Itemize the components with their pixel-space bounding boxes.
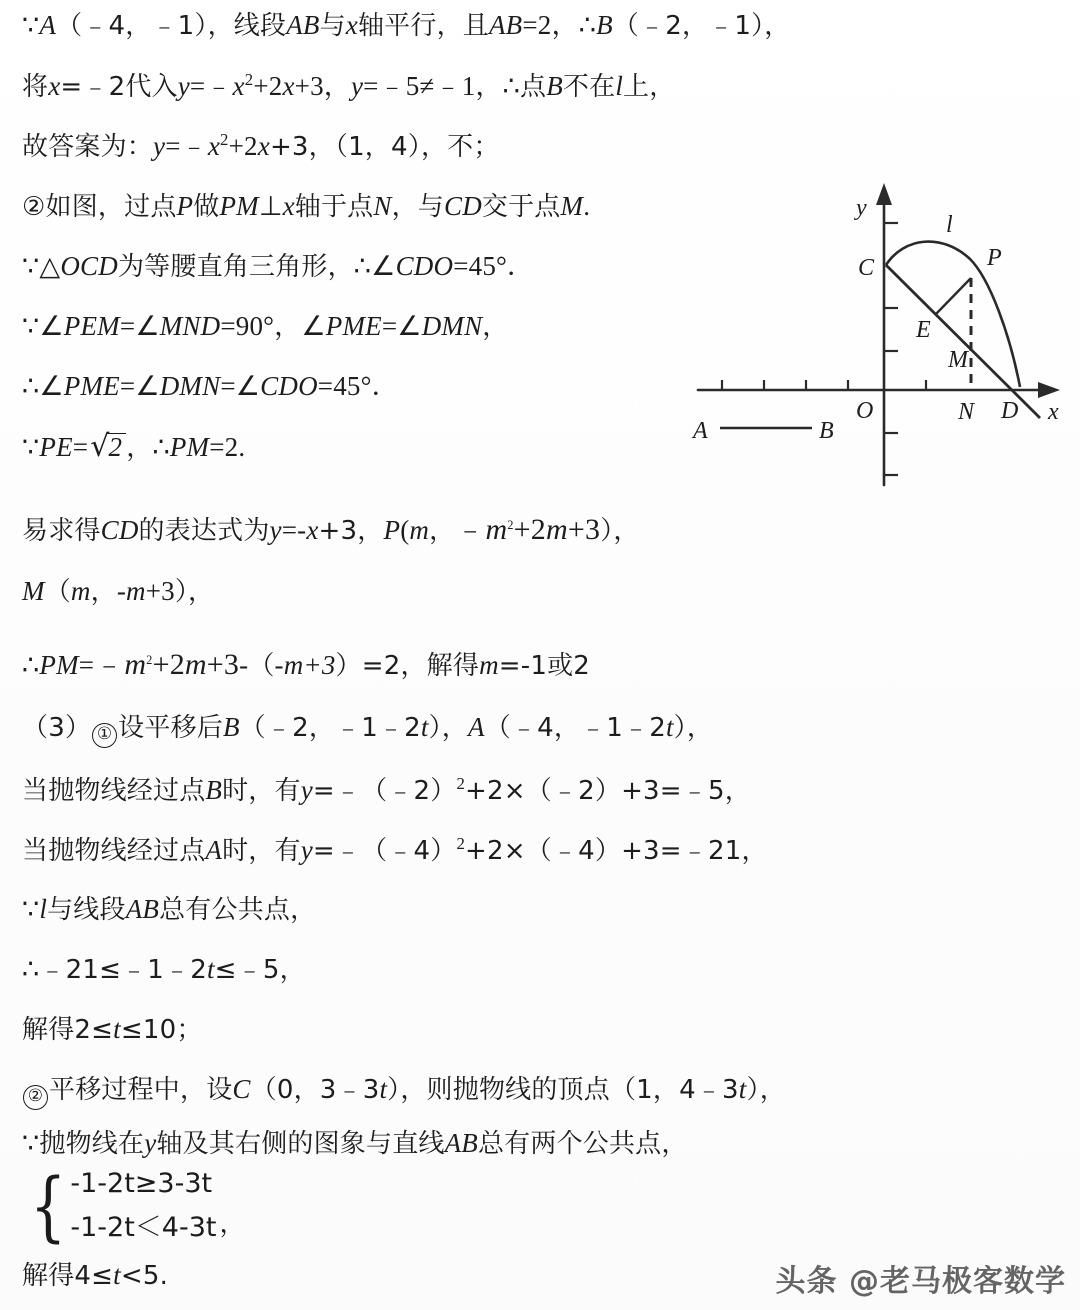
solution-line-17	[22, 1016, 203, 1043]
point-b-label: B	[596, 10, 613, 40]
solution-line-21	[22, 1262, 168, 1289]
triangle-ocd-label: OCD	[60, 251, 118, 281]
angle-symbol-4: ∠	[301, 311, 326, 342]
x-var-6: x	[257, 131, 270, 161]
watermark: 头条 @老马极客数学	[775, 1264, 1066, 1299]
solution-line-12	[22, 714, 713, 748]
point-b-label-4: B	[205, 775, 223, 805]
m-var-4: m	[70, 576, 91, 606]
angle-symbol-3: ∠	[135, 311, 160, 342]
line10-comma: ，	[90, 577, 117, 607]
line9-comma: ，	[429, 516, 456, 546]
line4-period: .	[583, 191, 591, 221]
line-l-label-2: l	[39, 894, 48, 924]
point-n-label: N	[373, 191, 392, 221]
x-axis-label: x	[1048, 399, 1059, 425]
because-symbol-7: ∵	[22, 1128, 40, 1159]
solution-line-6	[22, 313, 509, 340]
solution-line-11	[22, 650, 590, 680]
therefore-symbol-4: ∴	[22, 371, 40, 402]
line14-expr-a: =﹣（﹣4）	[312, 836, 457, 866]
angle-symbol-2: ∠	[39, 311, 64, 342]
y-var-3: y	[153, 131, 166, 161]
segment-cd-label-2: CD	[100, 515, 139, 545]
therefore-symbol: ∴	[578, 10, 597, 41]
point-b-label-3: B	[222, 712, 240, 742]
line4-text-a: 如图，过点	[45, 192, 177, 222]
point-m-label-2: M	[22, 576, 45, 606]
solution-line-15	[22, 896, 316, 923]
angle-pme-label: PME	[325, 311, 382, 341]
angle-symbol: ∠	[371, 251, 396, 282]
point-label-N: N	[958, 399, 975, 425]
system-trailing-comma: ，	[219, 1209, 246, 1239]
left-brace: {	[30, 1161, 67, 1250]
therefore-symbol-5: ∴	[152, 432, 170, 463]
exponent-2-d: 2	[146, 653, 153, 667]
line12-b-coords: （﹣2，﹣1﹣2	[239, 713, 421, 743]
y-var-5: y	[300, 775, 313, 805]
circled-number-1: ①	[92, 723, 117, 748]
line2-eq-c: +3，	[294, 71, 351, 101]
eq-sign-4: =	[220, 371, 236, 401]
solution-line-14	[22, 836, 768, 864]
line11-solution: =-1或2	[498, 651, 591, 681]
circled-number-2b: ②	[23, 1085, 48, 1110]
line18-text-a: 平移过程中，设	[49, 1075, 233, 1105]
point-a-label-2: A	[468, 712, 485, 742]
t-var-4: t	[113, 1014, 121, 1044]
segment-ab-label: AB	[286, 10, 320, 40]
point-label-P: P	[987, 245, 1002, 271]
line9-neg: ﹣	[455, 513, 486, 546]
line2-eq-a: =﹣	[189, 71, 233, 101]
solution-line-16	[22, 956, 306, 983]
m-var-1: m	[409, 515, 430, 545]
m-var-6: m	[184, 648, 207, 681]
line9-text-b: 的表达式为	[138, 516, 270, 546]
segment-pe	[935, 278, 971, 315]
angle-mnd-label: MND	[159, 311, 221, 341]
line12-text-a: 设平移后	[118, 713, 223, 743]
y-var-2: y	[350, 71, 364, 101]
point-label-D: D	[1001, 398, 1019, 424]
line14-text-b: 时，有	[222, 836, 301, 866]
angle-symbol-6: ∠	[39, 371, 64, 402]
coordinate-diagram	[690, 175, 1080, 505]
line9-eq: =-	[281, 515, 307, 545]
therefore-symbol-7: ∴	[22, 954, 40, 985]
x-axis-arrow	[1038, 382, 1060, 398]
line18-coords-c: ），	[746, 1075, 786, 1105]
square-root-expression	[88, 429, 126, 464]
line21-text-b: <5.	[120, 1261, 169, 1291]
line-l-label: l	[615, 71, 624, 101]
line11-minus: -	[239, 650, 249, 680]
solution-line-4	[22, 193, 590, 220]
exponent-2: 2	[244, 70, 254, 89]
line10-plus3: +3	[145, 576, 175, 606]
eq-sign-1: =	[119, 311, 136, 341]
line11-eq2: =2，解得	[361, 651, 480, 681]
radical-sign: √	[90, 429, 110, 464]
segment-ab-label-4: AB	[444, 1128, 478, 1158]
circled-number-2: ②	[22, 192, 46, 222]
point-b-label-2: B	[546, 71, 563, 101]
line11-close-paren: ）	[335, 651, 362, 681]
m-var-7: m	[479, 650, 499, 680]
m-var-3: m	[545, 513, 568, 546]
angle-pme-label-2: PME	[63, 371, 120, 401]
line9-close-paren: ），	[600, 516, 640, 546]
line2-text-d: 不在	[562, 72, 616, 102]
line13-expr-a: =﹣（﹣2）	[312, 776, 457, 806]
solution-line-10	[22, 578, 214, 605]
angle-dmn-label: DMN	[421, 311, 483, 341]
segment-pe-label: PE	[39, 432, 73, 462]
point-p-label: P	[176, 191, 194, 221]
angle-pem-label: PEM	[63, 311, 120, 341]
line9-expr-rest: +2	[513, 513, 546, 546]
line17-text-a: 解得2≤	[22, 1015, 114, 1045]
line19-text-a: 抛物线在	[39, 1129, 145, 1159]
x-var-5: x	[207, 131, 221, 161]
t-var-7: t	[113, 1260, 121, 1290]
line2-text-a: 将	[22, 72, 49, 102]
y-var-7: y	[144, 1128, 157, 1158]
m-var-5: m	[124, 648, 147, 681]
line13-text-a: 当抛物线经过点	[22, 776, 206, 806]
t-var-2: t	[665, 712, 674, 742]
angle-symbol-5: ∠	[397, 311, 422, 342]
point-a-label: A	[39, 10, 57, 40]
line3-text-a: 故答案为：	[22, 132, 154, 162]
line1-text-d: （﹣2，﹣1），	[612, 11, 791, 41]
line6-comma: ，	[482, 312, 509, 342]
diagram-svg	[690, 175, 1080, 505]
segment-ab-label-3: AB	[125, 894, 160, 924]
t-var-1: t	[420, 712, 429, 742]
angle-symbol-8: ∠	[235, 371, 261, 402]
y-var: y	[177, 71, 190, 101]
t-var-6: t	[738, 1074, 747, 1104]
x-var-7: x	[282, 191, 295, 221]
line11-neg: ﹣	[94, 648, 125, 681]
line1-text-b: 与	[319, 11, 346, 41]
inequality-row-1: -1-2t≥3-3t	[70, 1168, 213, 1199]
line19-text-b: 轴及其右侧的图象与直线	[156, 1129, 445, 1159]
line8-comma: ，	[126, 433, 153, 463]
point-label-A: A	[693, 418, 708, 444]
inequality-row-2: -1-2t＜4-3t	[70, 1212, 217, 1243]
x-var-8: x	[306, 515, 319, 545]
angle-cdo-label-2: CDO	[260, 371, 318, 401]
line2-text-c: 点	[520, 72, 547, 102]
therefore-symbol-6: ∴	[22, 650, 40, 681]
line5-text-a: 为等腰直角三角形，	[117, 252, 354, 282]
inequality-system	[24, 1161, 246, 1250]
line11-rest: +2	[152, 648, 185, 681]
line3-eq-a: =﹣	[165, 131, 208, 161]
line12-a-close: ），	[673, 713, 714, 743]
line-cd	[886, 265, 1040, 418]
line4-text-e: 交于点	[481, 192, 561, 222]
x-axis-ticks	[722, 380, 926, 390]
x-var: x	[345, 10, 358, 40]
eq-sign-5: =	[72, 432, 89, 462]
x-var-3: x	[232, 71, 245, 101]
line9-open-paren: (	[400, 515, 410, 545]
line4-text-c: 轴于点	[294, 192, 374, 222]
line18-coords-b: ），则抛物线的顶点（1，4﹣3	[387, 1075, 739, 1105]
line11-inner-expr: -m+3	[274, 650, 336, 680]
eq-sign-3: =	[119, 371, 136, 401]
exponent-2-e: 2	[456, 774, 466, 793]
y-axis-arrow	[876, 183, 892, 205]
line15-text-a: 与线段	[47, 895, 126, 925]
exponent-2-c: 2	[507, 518, 514, 532]
segment-cd-label: CD	[443, 191, 482, 221]
therefore-symbol-3: ∴	[353, 251, 372, 282]
therefore-symbol-2: ∴	[502, 71, 520, 102]
y-var-4: y	[269, 515, 282, 545]
exponent-2-f: 2	[456, 834, 466, 853]
line1-text-a: （﹣4，﹣1），线段	[56, 11, 287, 41]
t-var-3: t	[206, 954, 215, 984]
line1-eq: =2，	[522, 10, 579, 40]
solution-line-1	[22, 12, 790, 39]
y-axis-label: y	[856, 195, 867, 221]
line14-text-a: 当抛物线经过点	[22, 836, 206, 866]
point-label-C: C	[858, 255, 875, 281]
line2-text-e: 上，	[623, 72, 676, 102]
solution-line-5	[22, 253, 534, 280]
line5-val: =45°．	[453, 251, 535, 281]
curve-label-l: l	[946, 212, 953, 238]
line3-eq-c: +3，（1，4），不；	[269, 132, 500, 162]
exponent-2-b: 2	[220, 130, 229, 149]
line2-val: =﹣5≠﹣1，	[363, 71, 503, 101]
t-var-5: t	[379, 1074, 388, 1104]
line3-eq-b: +2	[228, 131, 258, 161]
line10-close-paren: ），	[174, 577, 215, 607]
origin-label: O	[856, 398, 874, 424]
angle-symbol-7: ∠	[135, 371, 160, 402]
line21-text-a: 解得4≤	[22, 1261, 114, 1291]
line19-text-c: 总有两个公共点，	[477, 1129, 688, 1159]
eq-sign-2: =	[381, 311, 398, 341]
angle-dmn-label-2: DMN	[159, 371, 221, 401]
inequality-rows	[70, 1168, 216, 1244]
line7-val: =45°．	[317, 371, 399, 401]
line10-expr: -m	[116, 576, 146, 606]
solution-line-19	[22, 1130, 688, 1157]
line8-val: =2.	[209, 432, 246, 462]
because-symbol: ∵	[22, 10, 40, 41]
because-symbol-6: ∵	[22, 894, 40, 925]
because-symbol-4: ∵	[22, 311, 40, 342]
line9-expr-end: +3	[567, 513, 601, 546]
solution-line-7	[22, 373, 399, 400]
x-var-2: x	[48, 71, 61, 101]
point-label-M: M	[948, 347, 968, 373]
y-axis-ticks	[884, 223, 898, 475]
line1-text-c: 轴平行，且	[357, 11, 489, 41]
line16-ineq-a: ﹣21≤﹣1﹣2	[39, 955, 207, 985]
line12-b-close: ），	[428, 713, 469, 743]
point-p-label-2: P	[383, 515, 401, 545]
eq-sign-6: =	[78, 650, 95, 680]
segment-ab-label-2: AB	[488, 10, 523, 40]
m-var-2: m	[485, 513, 508, 546]
line15-text-b: 总有公共点，	[159, 895, 317, 925]
segment-pm-label-3: PM	[39, 650, 79, 680]
radicand: 2	[107, 433, 127, 461]
line9-plus3: +3，	[318, 516, 384, 546]
line10-open-paren: （	[44, 577, 71, 607]
line13-expr-b: +2×（﹣2）+3=﹣5，	[465, 776, 751, 806]
line2-eq-b: +2	[253, 71, 283, 101]
angle-cdo-label: CDO	[395, 251, 454, 281]
line6-val: =90°，	[220, 311, 302, 341]
line12-a-coords: （﹣4，﹣1﹣2	[484, 713, 666, 743]
point-a-label-3: A	[205, 835, 223, 865]
x-var-4: x	[282, 71, 295, 101]
line9-text-a: 易求得	[22, 516, 101, 546]
solution-line-8	[22, 429, 246, 464]
perpendicular-symbol: ⊥	[258, 191, 283, 222]
point-m-label: M	[560, 191, 584, 221]
line11-open-paren: （	[248, 651, 275, 681]
line11-end: +3	[206, 648, 240, 681]
segment-pm-label: PM	[219, 191, 259, 221]
point-c-label: C	[232, 1074, 251, 1104]
solution-line-9	[22, 515, 640, 545]
point-label-B: B	[819, 418, 834, 444]
solution-line-13	[22, 776, 751, 804]
because-symbol-5: ∵	[22, 432, 40, 463]
line18-coords-a: （0，3﹣3	[250, 1075, 380, 1105]
segment-pm-label-2: PM	[169, 432, 210, 462]
line4-text-b: 做	[193, 192, 220, 222]
solution-line-18	[22, 1076, 786, 1110]
solution-line-3	[22, 132, 500, 160]
point-label-E: E	[916, 317, 931, 343]
line2-text-b: =﹣2代入	[60, 72, 178, 102]
solution-line-2	[22, 72, 675, 100]
because-symbol-3: ∵	[22, 251, 40, 282]
line4-text-d: ，与	[391, 192, 444, 222]
line17-text-b: ≤10；	[120, 1015, 203, 1045]
line14-expr-b: +2×（﹣4）+3=﹣21，	[465, 836, 768, 866]
part-3-marker: （3）	[22, 713, 92, 743]
line16-ineq-b: ≤﹣5，	[214, 955, 306, 985]
triangle-symbol: △	[39, 251, 61, 282]
line13-text-b: 时，有	[222, 776, 301, 806]
y-var-6: y	[300, 835, 313, 865]
